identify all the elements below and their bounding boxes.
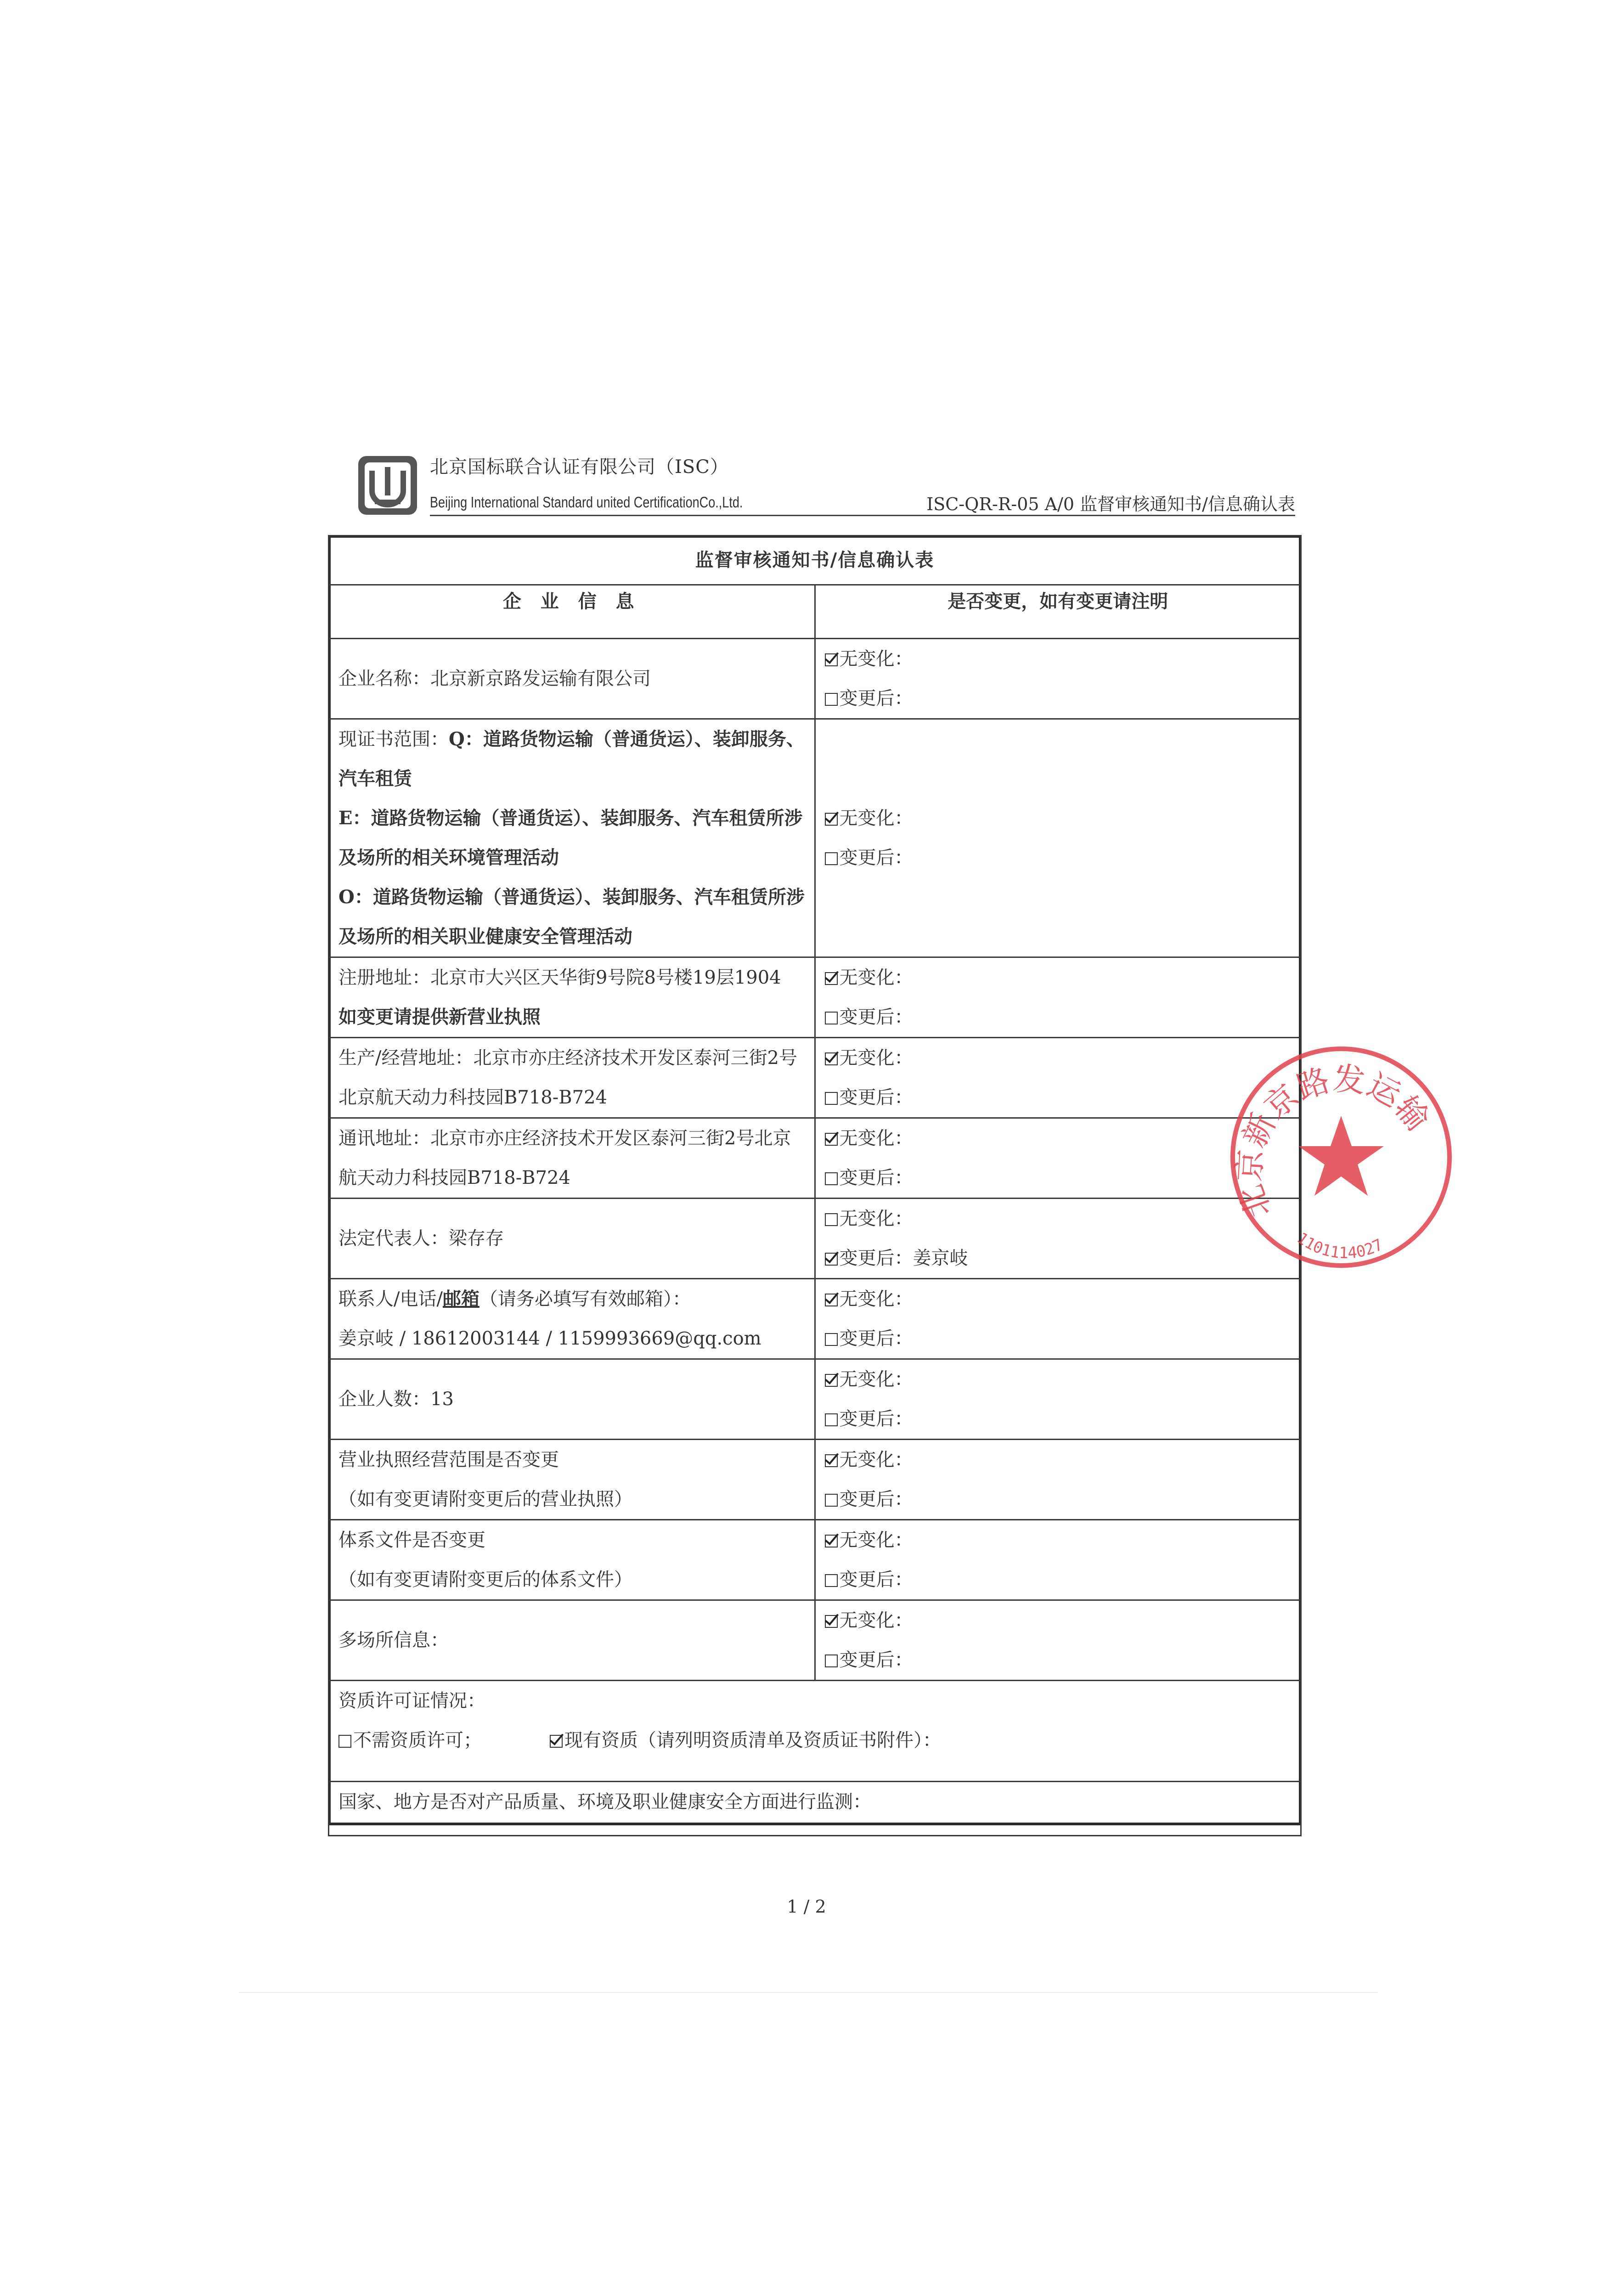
option-unchanged-label: 无变化： [839,1208,913,1229]
option-changed[interactable] [825,1078,1292,1117]
system-documents-question: 体系文件是否变更 [338,1530,485,1551]
option-unchanged[interactable] [825,799,1292,838]
row-company-name [329,639,1301,719]
monitoring-cell [329,1782,1301,1836]
scope-change-cell [815,719,1301,957]
checked-box-icon[interactable] [825,972,838,985]
option-has-qualification-label: 现有资质（请列明资质清单及资质证书附件）： [564,1730,941,1751]
checked-box-icon[interactable] [825,1133,838,1146]
scope-label: 现证书范围： [338,729,449,750]
mailing-address-cell [329,1118,815,1199]
multi-site-cell [329,1600,815,1681]
row-production-address [329,1038,1301,1118]
option-changed[interactable] [825,1640,1292,1680]
isc-logo-icon [356,454,419,517]
row-monitoring [329,1782,1301,1836]
legal-representative-label: 法定代表人： [338,1228,449,1249]
option-unchanged-label: 无变化： [839,1128,913,1149]
license-scope-change-cell [815,1440,1301,1520]
option-unchanged[interactable] [825,1440,1292,1480]
contact-label: 联系人/电话/ [338,1289,443,1310]
row-license-scope [329,1440,1301,1520]
option-changed-label: 变更后： [839,1167,913,1188]
registered-address-value: 北京市大兴区天华街9号院8号楼19层1904 [430,967,781,988]
scope-e: E：道路货物运输（普通货运）、装卸服务、汽车租赁所涉及场所的相关环境管理活动 [338,807,803,868]
column-header-change: 是否变更，如有变更请注明 [815,585,1301,639]
option-changed-label: 变更后： [839,1569,913,1590]
option-changed-label: 变更后： [839,1408,913,1429]
checkbox-icon[interactable] [825,1092,838,1105]
option-unchanged-label: 无变化： [839,1289,913,1310]
seal-code: 1101114027 [1293,1229,1386,1263]
license-scope-cell [329,1440,815,1520]
option-changed-label: 变更后： [839,1649,913,1671]
option-unchanged[interactable] [825,1199,1292,1238]
option-unchanged-label: 无变化： [839,1369,913,1390]
company-name-value: 北京新京路发运输有限公司 [430,668,651,689]
option-unchanged-label: 无变化： [839,648,913,670]
employee-count-change-cell [815,1359,1301,1440]
registered-address-label: 注册地址： [338,967,430,988]
row-system-documents [329,1520,1301,1600]
seal-star-icon [1298,1116,1384,1196]
registered-address-note: 如变更请提供新营业执照 [338,1006,541,1028]
option-unchanged-label: 无变化： [839,1610,913,1631]
checkbox-icon[interactable] [825,1172,838,1185]
company-name-en: Beijing International Standard united CertificationCo.,Ltd. [430,494,743,511]
document-header [356,452,1295,517]
option-changed[interactable] [825,1560,1292,1599]
info-confirmation-table [328,535,1302,1836]
production-address-label: 生产/经营地址： [338,1047,474,1069]
checkbox-icon[interactable] [825,1012,838,1024]
row-legal-representative [329,1199,1301,1279]
mailing-address-label: 通讯地址： [338,1128,430,1149]
option-changed-label: 变更后： [839,688,913,709]
checked-box-icon[interactable] [825,1374,838,1387]
scope-q: Q：道路货物运输（普通货运）、装卸服务、汽车租赁 [338,728,805,789]
option-changed[interactable] [825,1238,1292,1278]
row-certificate-scope [329,719,1301,957]
checkbox-icon[interactable] [825,693,838,706]
option-changed-label: 变更后： [839,1248,913,1269]
row-mailing-address [329,1118,1301,1199]
checked-box-icon[interactable] [825,1615,838,1628]
option-unchanged[interactable] [825,1520,1292,1560]
option-changed[interactable] [825,997,1292,1037]
contact-value: 姜京岐 / 18612003144 / 1159993669@qq.com [338,1328,761,1349]
column-header-company-info: 企 业 信 息 [329,585,815,639]
monitoring-label: 国家、地方是否对产品质量、环境及职业健康安全方面进行监测： [338,1791,871,1812]
company-seal-stamp [1222,1038,1461,1277]
qualification-label: 资质许可证情况： [338,1690,485,1711]
production-address-cell [329,1038,815,1118]
checked-box-icon[interactable] [825,1454,838,1467]
employee-count-label: 企业人数： [338,1389,430,1410]
option-unchanged[interactable] [825,1601,1292,1640]
option-unchanged[interactable] [825,1360,1292,1399]
row-registered-address [329,957,1301,1038]
option-changed-label: 变更后： [839,1489,913,1510]
option-changed[interactable] [825,838,1292,878]
checked-box-icon[interactable] [825,653,838,666]
legal-representative-new-value: 姜京岐 [913,1248,968,1269]
contact-email-label: 邮箱 [442,1288,479,1310]
checkbox-icon[interactable] [825,1413,838,1426]
row-contact [329,1279,1301,1359]
scope-cell [329,719,815,957]
option-unchanged-label: 无变化： [839,1530,913,1551]
checkbox-icon[interactable] [825,1213,838,1226]
checked-box-icon[interactable] [825,813,838,826]
option-unchanged[interactable] [825,639,1292,679]
option-changed[interactable] [825,1399,1292,1439]
checked-box-icon[interactable] [825,1052,838,1065]
option-changed-label: 变更后： [839,1328,913,1349]
checkbox-icon[interactable] [825,1494,838,1507]
checked-box-icon[interactable] [825,1294,838,1306]
company-name-label: 企业名称： [338,668,430,689]
employee-count-cell [329,1359,815,1440]
option-no-qualification[interactable] [338,1721,550,1760]
contact-label-note: （请务必填写有效邮箱）： [479,1289,691,1310]
scan-edge-line [239,1992,1378,1993]
mailing-address-value: 北京市亦庄经济技术开发区泰河三街2号北京航天动力科技园B718-B724 [338,1128,791,1188]
checkbox-icon[interactable] [825,1574,838,1587]
production-address-value: 北京市亦庄经济技术开发区泰河三街2号北京航天动力科技园B718-B724 [338,1047,797,1108]
checked-box-icon[interactable] [825,1535,838,1548]
registered-address-cell [329,957,815,1038]
page-number: 1 / 2 [787,1896,826,1917]
option-unchanged[interactable] [825,1038,1292,1078]
scope-o: O：道路货物运输（普通货运）、装卸服务、汽车租赁所涉及场所的相关职业健康安全管理活动 [338,886,805,947]
contact-change-cell [815,1279,1301,1359]
option-unchanged[interactable] [825,1279,1292,1319]
option-unchanged-label: 无变化： [839,1047,913,1069]
header-rule [430,515,1295,516]
multi-site-label: 多场所信息： [338,1630,449,1651]
checkbox-icon[interactable] [825,852,838,865]
system-documents-change-cell [815,1520,1301,1600]
option-has-qualification[interactable] [550,1730,941,1751]
option-changed[interactable] [825,679,1292,718]
legal-representative-value: 梁存存 [449,1228,504,1249]
option-unchanged-label: 无变化： [839,967,913,988]
option-unchanged[interactable] [825,1119,1292,1158]
option-changed[interactable] [825,1319,1292,1358]
checkbox-icon[interactable] [338,1735,351,1748]
system-documents-note: （如有变更请附变更后的体系文件） [338,1569,632,1590]
option-changed-label: 变更后： [839,847,913,868]
multi-site-change-cell [815,1600,1301,1681]
row-employee-count [329,1359,1301,1440]
registered-address-change-cell [815,957,1301,1038]
checkbox-icon[interactable] [825,1654,838,1667]
option-unchanged[interactable] [825,958,1292,997]
document-code: ISC-QR-R-05 A/0 监督审核通知书/信息确认表 [926,494,1295,514]
option-unchanged-label: 无变化： [839,1449,913,1470]
company-name-cell [329,639,815,719]
checked-box-icon[interactable] [550,1735,563,1748]
license-scope-note: （如有变更请附变更后的营业执照） [338,1489,632,1510]
option-changed[interactable] [825,1480,1292,1519]
system-documents-cell [329,1520,815,1600]
contact-cell [329,1279,815,1359]
option-changed-label: 变更后： [839,1007,913,1028]
row-qualification [329,1681,1301,1782]
checked-box-icon[interactable] [825,1253,838,1266]
company-name-cn: 北京国标联合认证有限公司（ISC） [430,456,729,478]
form-title: 监督审核通知书/信息确认表 [329,536,1301,585]
license-scope-question: 营业执照经营范围是否变更 [338,1449,559,1470]
employee-count-value: 13 [430,1389,454,1410]
option-no-qualification-label: 不需资质许可； [353,1730,482,1751]
option-unchanged-label: 无变化： [839,808,913,829]
checkbox-icon[interactable] [825,1333,838,1346]
company-name-change-cell [815,639,1301,719]
qualification-cell [329,1681,1301,1782]
seal-text: 北京新京路发运输 [1230,1059,1437,1223]
option-changed[interactable] [825,1158,1292,1198]
row-multi-site [329,1600,1301,1681]
option-changed-label: 变更后： [839,1087,913,1108]
legal-representative-cell [329,1199,815,1279]
